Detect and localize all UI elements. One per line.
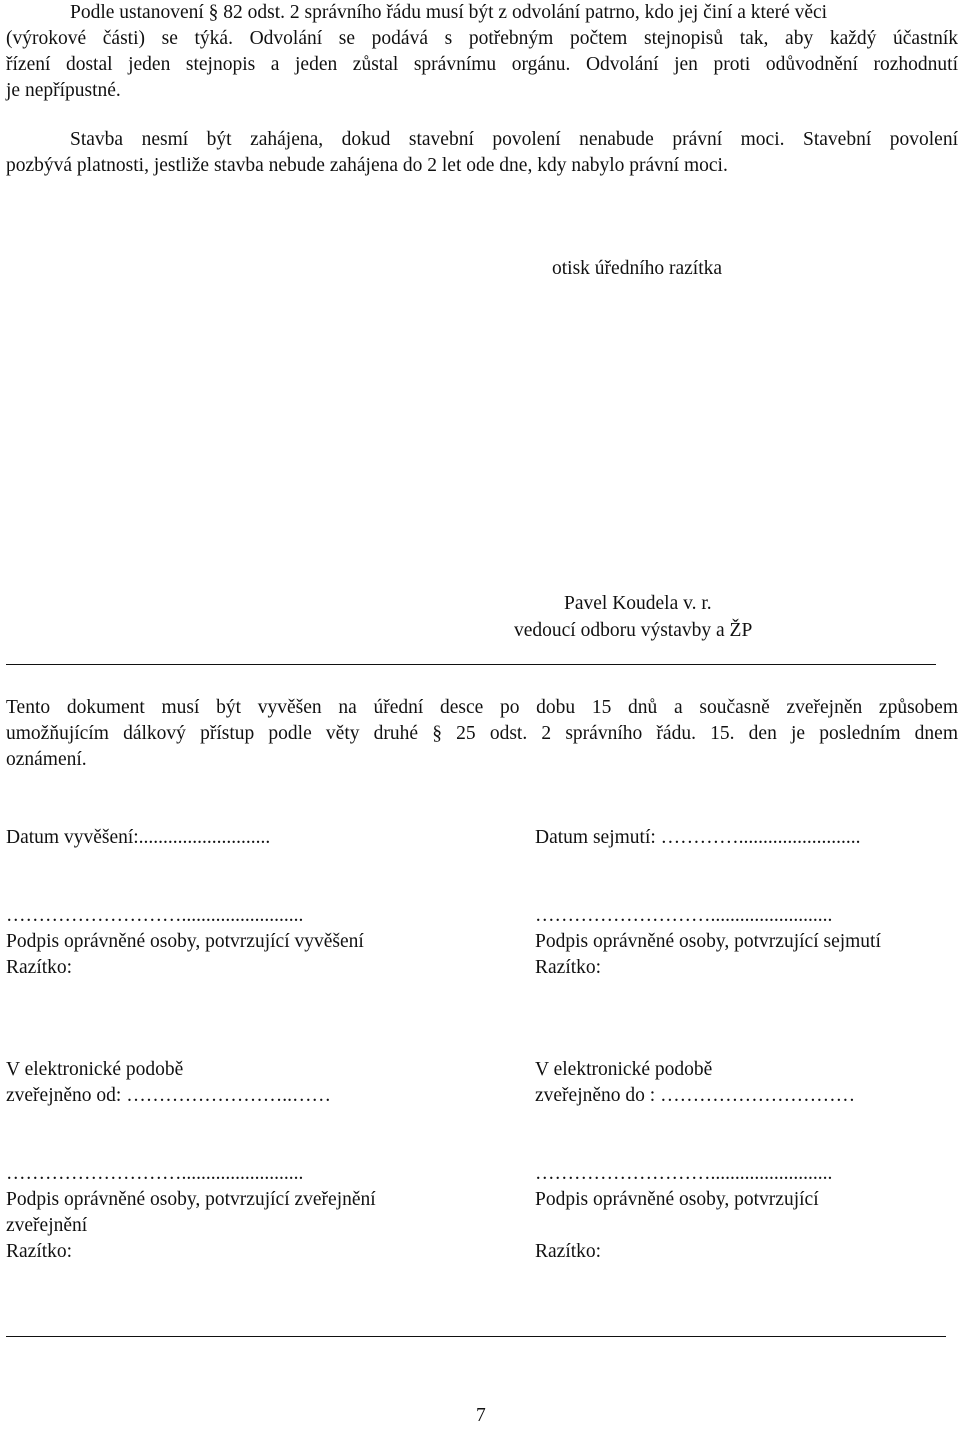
- electronic-heading: V elektronické podobě: [6, 1059, 184, 1080]
- signature-dots[interactable]: ……………………….........................: [6, 1163, 304, 1184]
- electronic-right: [535, 1057, 855, 1109]
- signature-dots[interactable]: ……………………….........................: [6, 905, 304, 926]
- removal-date-field[interactable]: Datum sejmutí: ………….........................: [535, 827, 861, 848]
- construction-line-1: Stavba nesmí být zahájena, dokud stavební povolení nenabude právní moci. Stavební povolení: [70, 129, 958, 150]
- appeal-line-4: je nepřípustné.: [6, 80, 121, 101]
- signatory-name: Pavel Koudela v. r.: [564, 593, 712, 614]
- electronic-signature-right: [535, 1161, 832, 1265]
- signature-label: Podpis oprávněné osoby, potvrzující vyvěšení: [6, 931, 364, 952]
- stamp-label: Razítko:: [535, 957, 602, 978]
- electronic-from-field[interactable]: zveřejněno od: ……………………..……: [6, 1085, 331, 1106]
- stamp-label: Razítko:: [6, 957, 73, 978]
- footer-line: [6, 1336, 946, 1337]
- posting-signature-left: [6, 903, 364, 981]
- electronic-signature-left: [6, 1161, 376, 1265]
- spacer: [535, 1213, 832, 1239]
- signature-label-cont: zveřejnění: [6, 1215, 88, 1236]
- notice-line-1: Tento dokument musí být vyvěšen na úřední desce po dobu 15 dnů a současně zveřejněn způsobem: [6, 697, 958, 718]
- separator-line: [6, 664, 936, 665]
- appeal-line-2: (výrokové části) se týká. Odvolání se podává s potřebným počtem stejnopisů tak, aby každý účastník: [6, 28, 958, 49]
- construction-paragraph: [6, 127, 958, 179]
- page-number: 7: [476, 1405, 486, 1426]
- appeal-line-1: Podle ustanovení § 82 odst. 2 správního řádu musí být z odvolání patrno, kdo jej činí a které věci: [70, 2, 828, 23]
- posting-date-field[interactable]: Datum vyvěšení:...........................: [6, 827, 271, 848]
- posting-right: [535, 825, 861, 851]
- electronic-left: [6, 1057, 331, 1109]
- construction-line-2: pozbývá platnosti, jestliže stavba nebude zahájena do 2 let ode dne, kdy nabylo právní moci.: [6, 155, 728, 176]
- signatory-title: vedoucí odboru výstavby a ŽP: [514, 620, 753, 641]
- signature-dots[interactable]: ……………………….........................: [535, 905, 833, 926]
- signature-label: Podpis oprávněné osoby, potvrzující: [535, 1189, 819, 1210]
- electronic-to-field[interactable]: zveřejněno do : …………………………: [535, 1085, 856, 1106]
- stamp-label: Razítko:: [6, 1241, 73, 1262]
- notice-paragraph: [6, 695, 958, 773]
- notice-line-2: umožňujícím dálkový přístup podle věty druhé § 25 odst. 2 správního řádu. 15. den je posledním dnem: [6, 723, 958, 744]
- posting-left: [6, 825, 270, 851]
- signature-label: Podpis oprávněné osoby, potvrzující zveřejnění: [6, 1189, 376, 1210]
- electronic-heading: V elektronické podobě: [535, 1059, 713, 1080]
- stamp-label: Razítko:: [535, 1241, 602, 1262]
- appeal-line-3: řízení dostal jeden stejnopis a jeden zůstal správnímu orgánu. Odvolání jen proti odůvodnění rozhodnutí: [6, 54, 958, 75]
- signature-dots[interactable]: ……………………….........................: [535, 1163, 833, 1184]
- signature-label: Podpis oprávněné osoby, potvrzující sejmutí: [535, 931, 881, 952]
- appeal-paragraph: [6, 0, 958, 104]
- posting-signature-right: [535, 903, 881, 981]
- notice-line-3: oznámení.: [6, 749, 87, 770]
- stamp-placeholder: otisk úředního razítka: [552, 258, 723, 279]
